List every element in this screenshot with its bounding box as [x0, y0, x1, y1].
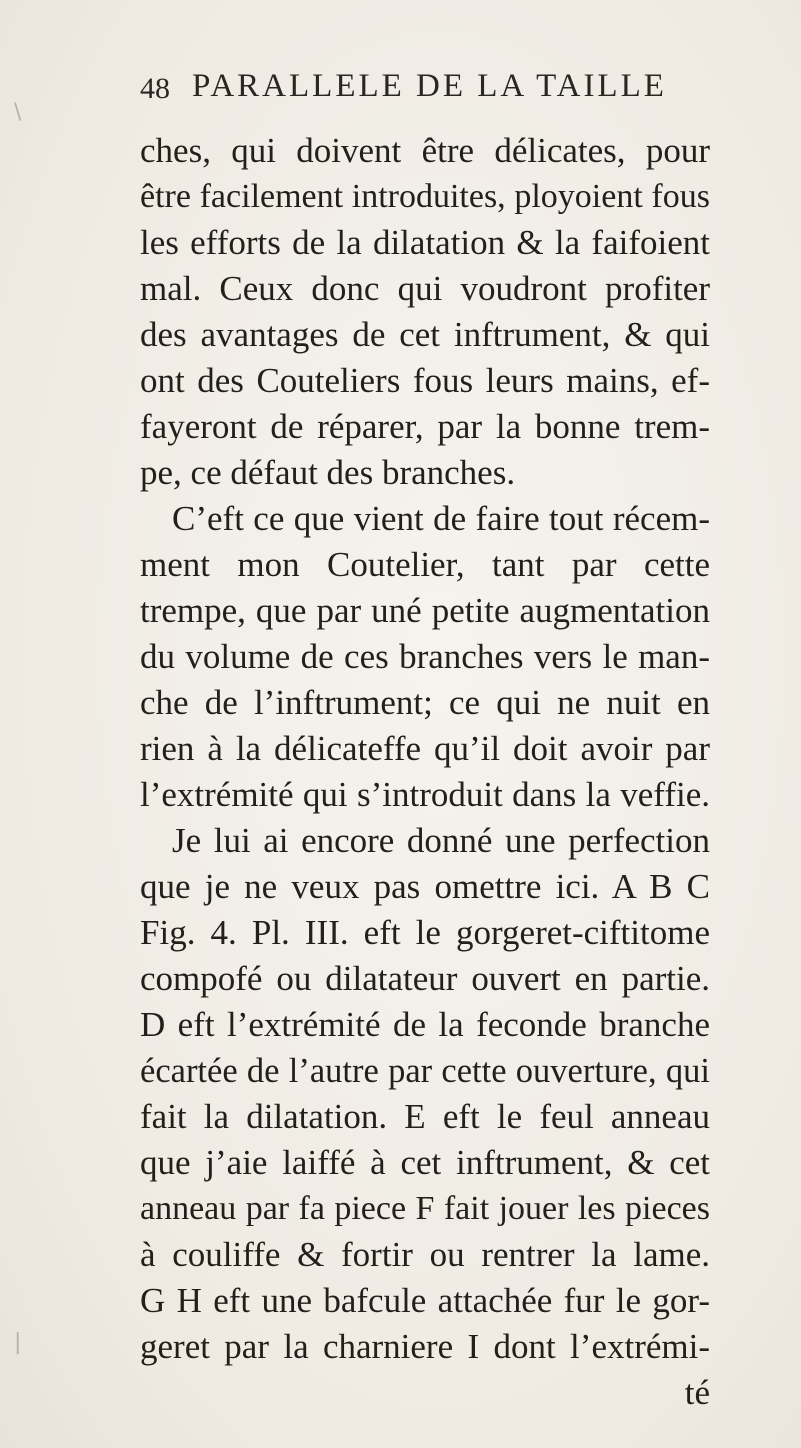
- text-line: anneau par fa piece F fait jouer les pieces: [140, 1190, 710, 1227]
- text-line: pe, ce défaut des branches.: [140, 453, 516, 492]
- text-line: que j’aie laiffé à cet inftrument, & cet: [140, 1143, 710, 1182]
- text-line: à couliffe & fortir ou rentrer la lame.: [140, 1235, 710, 1274]
- text-line: mal. Ceux donc qui voudront profiter: [140, 269, 710, 308]
- text-line: D eft l’extrémité de la feconde branche: [140, 1005, 710, 1044]
- page-number: 48: [140, 72, 170, 105]
- text-line: Fig. 4. Pl. III. eft le gorgeret-ciftitome: [140, 913, 710, 952]
- text-line: les efforts de la dilatation & la faifoient: [140, 223, 710, 262]
- text-line: trempe, que par uné petite augmentation: [140, 591, 710, 630]
- text-line: des avantages de cet inftrument, & qui: [140, 315, 710, 354]
- text-line: C’eft ce que vient de faire tout récem-: [172, 499, 710, 538]
- catchword: té: [684, 1373, 710, 1412]
- text-line: être facilement introduites, ployoient fous: [140, 178, 710, 215]
- text-line: ont des Couteliers fous leurs mains, ef-: [140, 361, 710, 400]
- text-line: rien à la délicateffe qu’il doit avoir par: [140, 729, 710, 768]
- margin-mark: |: [14, 1330, 22, 1355]
- text-line: G H eft une bafcule attachée fur le gor-: [140, 1281, 710, 1320]
- text-line: l’extrémité qui s’introduit dans la veffie.: [140, 775, 710, 814]
- text-line: que je ne veux pas omettre ici. A B C: [140, 867, 710, 906]
- text-line: fayeront de réparer, par la bonne trem-: [140, 407, 710, 446]
- text-line: che de l’inftrument; ce qui ne nuit en: [140, 683, 710, 722]
- margin-mark: \: [14, 100, 22, 125]
- text-line: Je lui ai encore donné une perfection: [172, 821, 710, 860]
- text-line: ches, qui doivent être délicates, pour: [140, 131, 710, 170]
- text-line: ment mon Coutelier, tant par cette: [140, 545, 710, 584]
- text-line: écartée de l’autre par cette ouverture, qui: [140, 1052, 710, 1090]
- text-line: fait la dilatation. E eft le feul anneau: [140, 1097, 710, 1136]
- running-head: PARALLELE DE LA TAILLE: [192, 68, 667, 104]
- text-line: compofé ou dilatateur ouvert en partie.: [140, 959, 710, 998]
- text-line: geret par la charniere I dont l’extrémi-: [140, 1327, 710, 1366]
- text-line: du volume de ces branches vers le man-: [140, 637, 710, 676]
